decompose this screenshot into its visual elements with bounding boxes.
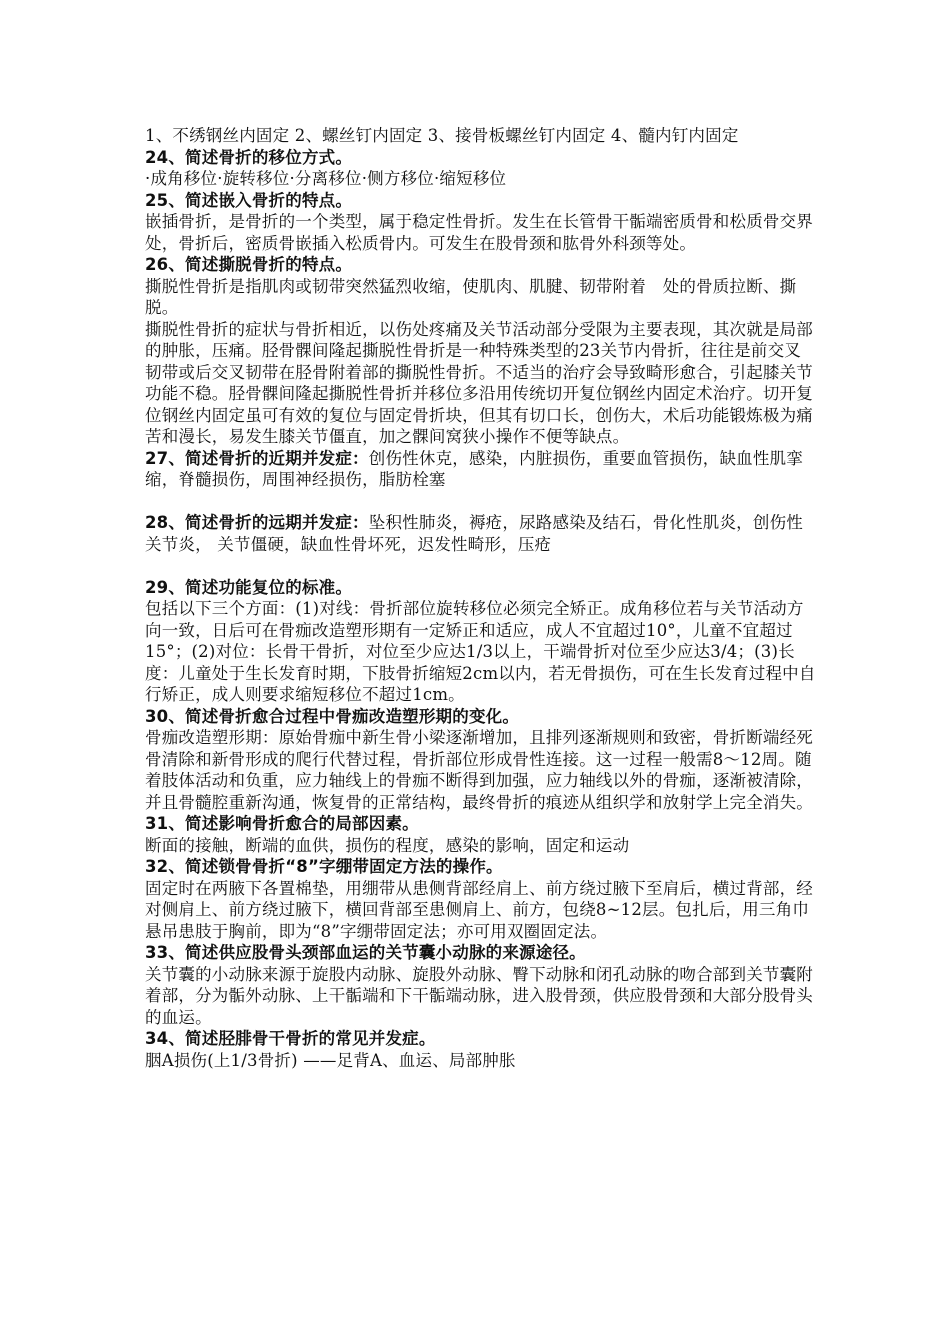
q25-answer: 嵌插骨折，是骨折的一个类型，属于稳定性骨折。发生在长管骨干骺端密质骨和松质骨交界处，骨折后，密质骨嵌插入松质骨内。可发生在股骨颈和肱骨外科颈等处。 [145, 212, 813, 253]
q31-title: 31、简述影响骨折愈合的局部因素。 [145, 814, 419, 833]
q32-answer: 固定时在两腋下各置棉垫，用绷带从患侧背部经肩上、前方绕过腋下至肩后，横过背部，经对侧肩上、前方绕过腋下，横回背部至患侧肩上、前方，包绕8~12层。包扎后，用三角巾悬吊患肢于胸前，即为“8”字绷带固定法；亦可用双圈固定法。 [145, 878, 813, 941]
q24-answer: ·成角移位·旋转移位·分离移位·侧方移位·缩短移位 [145, 169, 507, 188]
spacer [145, 491, 817, 513]
q28-title: 28、简述骨折的远期并发症： [145, 513, 369, 532]
document-page [145, 125, 817, 1071]
q30-title: 30、简述骨折愈合过程中骨痂改造塑形期的变化。 [145, 706, 520, 726]
q29-answer: 包括以下三个方面：(1)对线：骨折部位旋转移位必须完全矫正。成角移位若与关节活动方向一致，日后可在骨痂改造塑形期有一定矫正和适应，成人不宜超过10°，儿童不宜超过15°；(2)对位：长骨干骨折，对位至少应达1/3以上，干端骨折对位至少应达3/4；(3)长度：儿童处于生长发育时期，下肢骨折缩短2cm以内，若无骨损伤，可在生长发育过程中自行矫正，成人则要求缩短移位不超过1cm。 [145, 599, 816, 704]
q28-answer: 坠积性肺炎，褥疮，尿路感染及结石，骨化性肌炎，创伤性关节炎， 关节僵硬，缺血性骨坏死，迟发性畸形，压疮 [145, 513, 803, 554]
q28-paragraph [145, 512, 817, 555]
q26-answer-2: 撕脱性骨折的症状与骨折相近，以伤处疼痛及关节活动部分受限为主要表现，其次就是局部的肿胀，压痛。胫骨髁间隆起撕脱性骨折是一种特殊类型的23关节内骨折，往往是前交叉韧带或后交叉韧带在胫骨附着部的撕脱性骨折。不适当的治疗会导致畸形愈合，引起膝关节功能不稳。胫骨髁间隆起撕脱性骨折并移位多沿用传统切开复位钢丝内固定术治疗。切开复位钢丝内固定虽可有效的复位与固定骨折块，但其有切口长，创伤大，术后功能锻炼极为痛苦和漫长，易发生膝关节僵直，加之髁间窝狭小操作不便等缺点。 [145, 319, 813, 446]
q27-paragraph [145, 448, 817, 491]
q33-answer: 关节囊的小动脉来源于旋股内动脉、旋股外动脉、臀下动脉和闭孔动脉的吻合部到关节囊附着部，分为骺外动脉、上干骺端和下干骺端动脉，进入股骨颈，供应股骨颈和大部分股骨头的血运。 [145, 964, 813, 1027]
q34-title: 34、简述胫腓骨干骨折的常见并发症。 [145, 1029, 436, 1048]
q30-answer: 骨痂改造塑形期：原始骨痂中新生骨小梁逐渐增加，且排列逐渐规则和致密，骨折断端经死骨清除和新骨形成的爬行代替过程，骨折部位形成骨性连接。这一过程一般需8～12周。随着肢体活动和负重，应力轴线上的骨痂不断得到加强，应力轴线以外的骨痂，逐渐被清除，并且骨髓腔重新沟通，恢复骨的正常结构，最终骨折的痕迹从组织学和放射学上完全消失。 [145, 728, 813, 812]
q33-title: 33、简述供应股骨头颈部血运的关节囊小动脉的来源途径。 [145, 943, 586, 962]
q26-title: 26、简述撕脱骨折的特点。 [145, 255, 353, 274]
spacer [145, 555, 817, 577]
q27-title: 27、简述骨折的近期并发症： [145, 448, 369, 468]
q26-answer-1: 撕脱性骨折是指肌肉或韧带突然猛烈收缩，使肌肉、肌腱、韧带附着 处的骨质拉断、撕脱。 [145, 276, 797, 317]
q25-title: 25、简述嵌入骨折的特点。 [145, 190, 353, 210]
q29-title: 29、简述功能复位的标准。 [145, 577, 353, 597]
q34-answer: 胭A损伤(上1/3骨折) ——足背A、血运、局部肿胀 [145, 1050, 516, 1070]
q24-title: 24、简述骨折的移位方式。 [145, 147, 353, 167]
q27-answer: 创伤性休克，感染，内脏损伤，重要血管损伤，缺血性肌挛缩，脊髓损伤，周围神经损伤，脂肪栓塞 [145, 448, 803, 489]
intro-line: 1、不绣钢丝内固定 2、螺丝钉内固定 3、接骨板螺丝钉内固定 4、髓内钉内固定 [145, 126, 739, 145]
q31-answer: 断面的接触，断端的血供，损伤的程度，感染的影响，固定和运动 [145, 835, 630, 855]
q32-title: 32、简述锁骨骨折“8”字绷带固定方法的操作。 [145, 857, 503, 876]
